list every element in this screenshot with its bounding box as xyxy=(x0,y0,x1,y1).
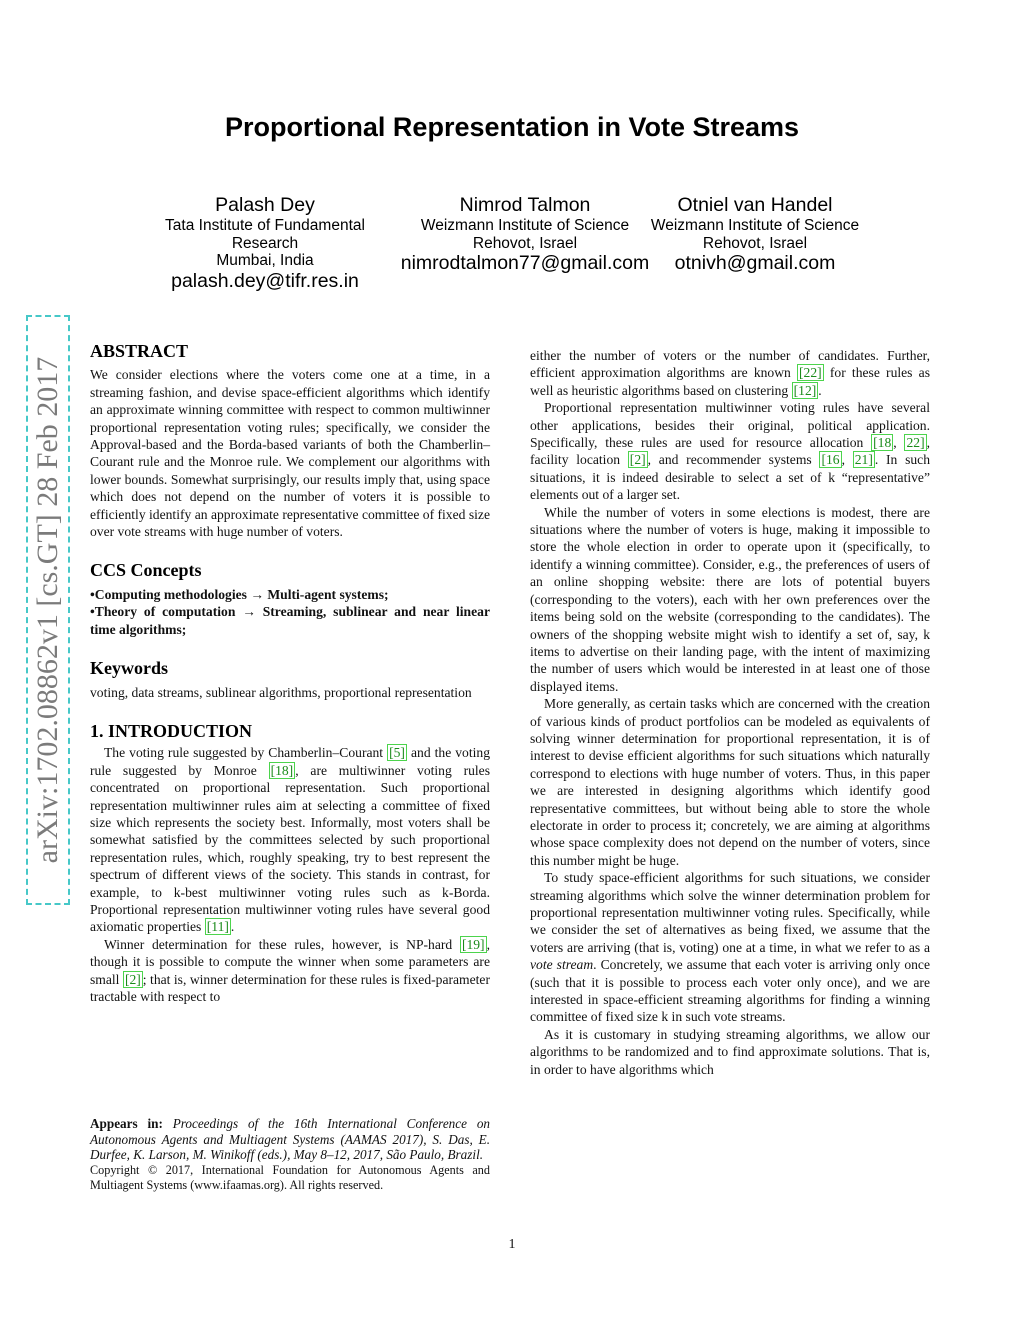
author-name: Otniel van Handel xyxy=(677,194,833,216)
author-name: Nimrod Talmon xyxy=(459,194,591,216)
copyright-notice: Copyright © 2017, International Foundation for Autonomous Agents and Multiagent Systems (www.ifaamas.org). All rights reserved. xyxy=(90,1162,490,1192)
left-column xyxy=(90,343,490,1005)
author-affiliation: Research xyxy=(231,234,299,252)
author-affiliation: Tata Institute of Fundamental xyxy=(165,217,365,234)
keywords-text: voting, data streams, sublinear algorithms, proportional representation xyxy=(90,684,472,700)
keywords-heading: Keywords xyxy=(90,658,168,679)
author-email[interactable]: nimrodtalmon77@gmail.com xyxy=(400,252,650,274)
paragraph: either the number of voters or the number of candidates. Further, efficient approximation algorithms are known [22] for these rules as well as heuristic algorithms based on clustering [12] . xyxy=(530,348,930,398)
citation-link[interactable]: [11] xyxy=(206,919,229,935)
author-affiliation: Weizmann Institute of Science xyxy=(650,217,860,234)
ccs-concept: •Theory of computation → Streaming, sublinear and near linear time algorithms; xyxy=(90,604,490,637)
author-block xyxy=(390,193,660,274)
paragraph: The voting rule suggested by Chamberlin–Courant [5] and the voting rule suggested by Monroe [18] , are multiwinner voting rules concentrated on proportional representation. Such proportional representation multiwinner rules aim at selecting a committee of fixed size which represents the society best. Informally, most voters shall be somewhat satisfied by the committees selected by such proportional representation rules, which, roughly speaking, try to best represent the spectrum of different views of the society. This stands in contrast, for example, to k-best multiwinner voting rules such as k-Borda. Proportional representation multiwinner voting rules have several good axiomatic properties [11] . xyxy=(90,745,490,935)
author-email[interactable]: palash.dey@tifr.res.in xyxy=(171,269,359,292)
paragraph: While the number of voters in some elections is modest, there are situations where the number of voters is huge, making it impossible to store the whole election in order to operate upon it (specifically, to identify a winning committee). Consider, e.g., the preferences of users of an online shopping website: there are lots of potential buyers (corresponding to the voters), each with her own preferences over the items being sold on the website (corresponding to the candidates). The owners of the shopping website might wish to identify a set of, say, k items to advertise on their landing page, with the intent of maximizing the number of users which would be interested in at least one of those displayed items. xyxy=(530,504,930,694)
citation-link[interactable]: [22] xyxy=(799,365,822,381)
page-number: 1 xyxy=(508,1237,516,1252)
paragraph: More generally, as certain tasks which are concerned with the creation of various kinds of product portfolios can be modeled as equivalents of solving winner determination for proportional representation, it is of interest to devise efficient algorithms for such situations which naturally correspond to elections with huge number of voters. Thus, in this paper we are interested in designing algorithms which identify good representative committees, but without being able to store the whole electorate in order to process it; concretely, we are aiming at algorithms whose space complexity does not depend on the number of voters, since this number might be huge. xyxy=(530,696,930,868)
author-affiliation: Weizmann Institute of Science xyxy=(420,217,630,234)
paper-title: Proportional Representation in Vote Streams xyxy=(224,112,800,142)
ccs-heading: CCS Concepts xyxy=(90,560,202,581)
abstract-text: We consider elections where the voters come one at a time, in a streaming fashion, and devise space-efficient algorithms which identify an approximate winning committee with respect to common multiwinner proportional representation voting rules; specifically, we consider the Approval-based and the Borda-based variants of both the Chamberlin–Courant rule and the Monroe rule. We complement our algorithms with lower bounds. Somewhat surprisingly, our results imply that, using space which does not depend on the number of voters it is possible to efficiently identify an approximate representative committee of fixed size over vote streams with huge number of voters. xyxy=(90,367,490,540)
citation-link[interactable]: [5] xyxy=(389,745,405,761)
author-affiliation: Rehovot, Israel xyxy=(472,234,578,252)
citation-link[interactable]: [16 xyxy=(821,452,840,468)
citation-link[interactable]: [18] xyxy=(270,762,294,778)
paragraph: As it is customary in studying streaming algorithms, we allow our algorithms to be randomized and to find approximate solutions. That is, in order to have algorithms which xyxy=(530,1026,930,1077)
paragraph: Proportional representation multiwinner voting rules have several other applications, besides their original, political application. Specifically, these rules are used for resource allocation [18 , 22] , facility location [2] , and recommender systems [16 , 21] . In such situations, it is indeed desirable to select a set of k “representative” elements out of a larger set. xyxy=(530,400,931,503)
author-location: Mumbai, India xyxy=(216,252,314,269)
paragraph: To study space-efficient algorithms for such situations, we consider streaming algorithms which solve the winner determination problem for proportional representation multiwinner voting rules. Specifically, while we consider the set of alternatives as being fixed, we assume that the voters are arriving (that is, voting) one at a time, in what we refer to as a vote stream. Concretely, we assume that each voter is arriving only once (such that it is possible to process each voter only once), and we are interested in space-efficient streaming algorithms for finding a winning committee of fixed size k in such vote streams. xyxy=(530,870,930,1025)
author-affiliation: Rehovot, Israel xyxy=(702,234,808,252)
abstract-heading: ABSTRACT xyxy=(90,341,189,361)
ccs-concept: •Computing methodologies → Multi-agent systems; xyxy=(90,586,389,602)
author-block xyxy=(150,193,380,292)
appears-label: Appears in: xyxy=(90,1116,173,1131)
citation-link[interactable]: [19] xyxy=(461,936,485,952)
arxiv-identifier-stamp[interactable]: arXiv:1702.08862v1 [cs.GT] 28 Feb 2017 xyxy=(26,315,70,905)
author-block xyxy=(640,193,870,274)
right-column xyxy=(530,347,930,1078)
author-name: Palash Dey xyxy=(215,194,315,216)
citation-link[interactable]: [12] xyxy=(793,382,817,398)
citation-link[interactable]: 21] xyxy=(854,452,873,468)
introduction-heading: 1. INTRODUCTION xyxy=(90,720,253,741)
appears-text: Proceedings of the 16th International Conference on Autonomous Agents and Multiagent Systems (AAMAS 2017), S. Das, E. Durfee, K. Larson, M. Winikoff (eds.), May 8–12, 2017, São Paulo, Brazil. xyxy=(90,1116,491,1163)
citation-link[interactable]: [2] xyxy=(629,452,646,468)
citation-link[interactable]: [18 xyxy=(873,435,892,451)
appears-in-footnote xyxy=(90,1116,490,1193)
paragraph: Winner determination for these rules, however, is NP-hard [19] , though it is possible to compute the winner when some parameters are small [2] ; that is, winner determination for these rules is fixed-parameter tractable with respect to xyxy=(90,936,490,1004)
citation-link[interactable]: [2] xyxy=(124,971,141,987)
citation-link[interactable]: 22] xyxy=(906,435,925,451)
author-email[interactable]: otnivh@gmail.com xyxy=(674,252,836,274)
